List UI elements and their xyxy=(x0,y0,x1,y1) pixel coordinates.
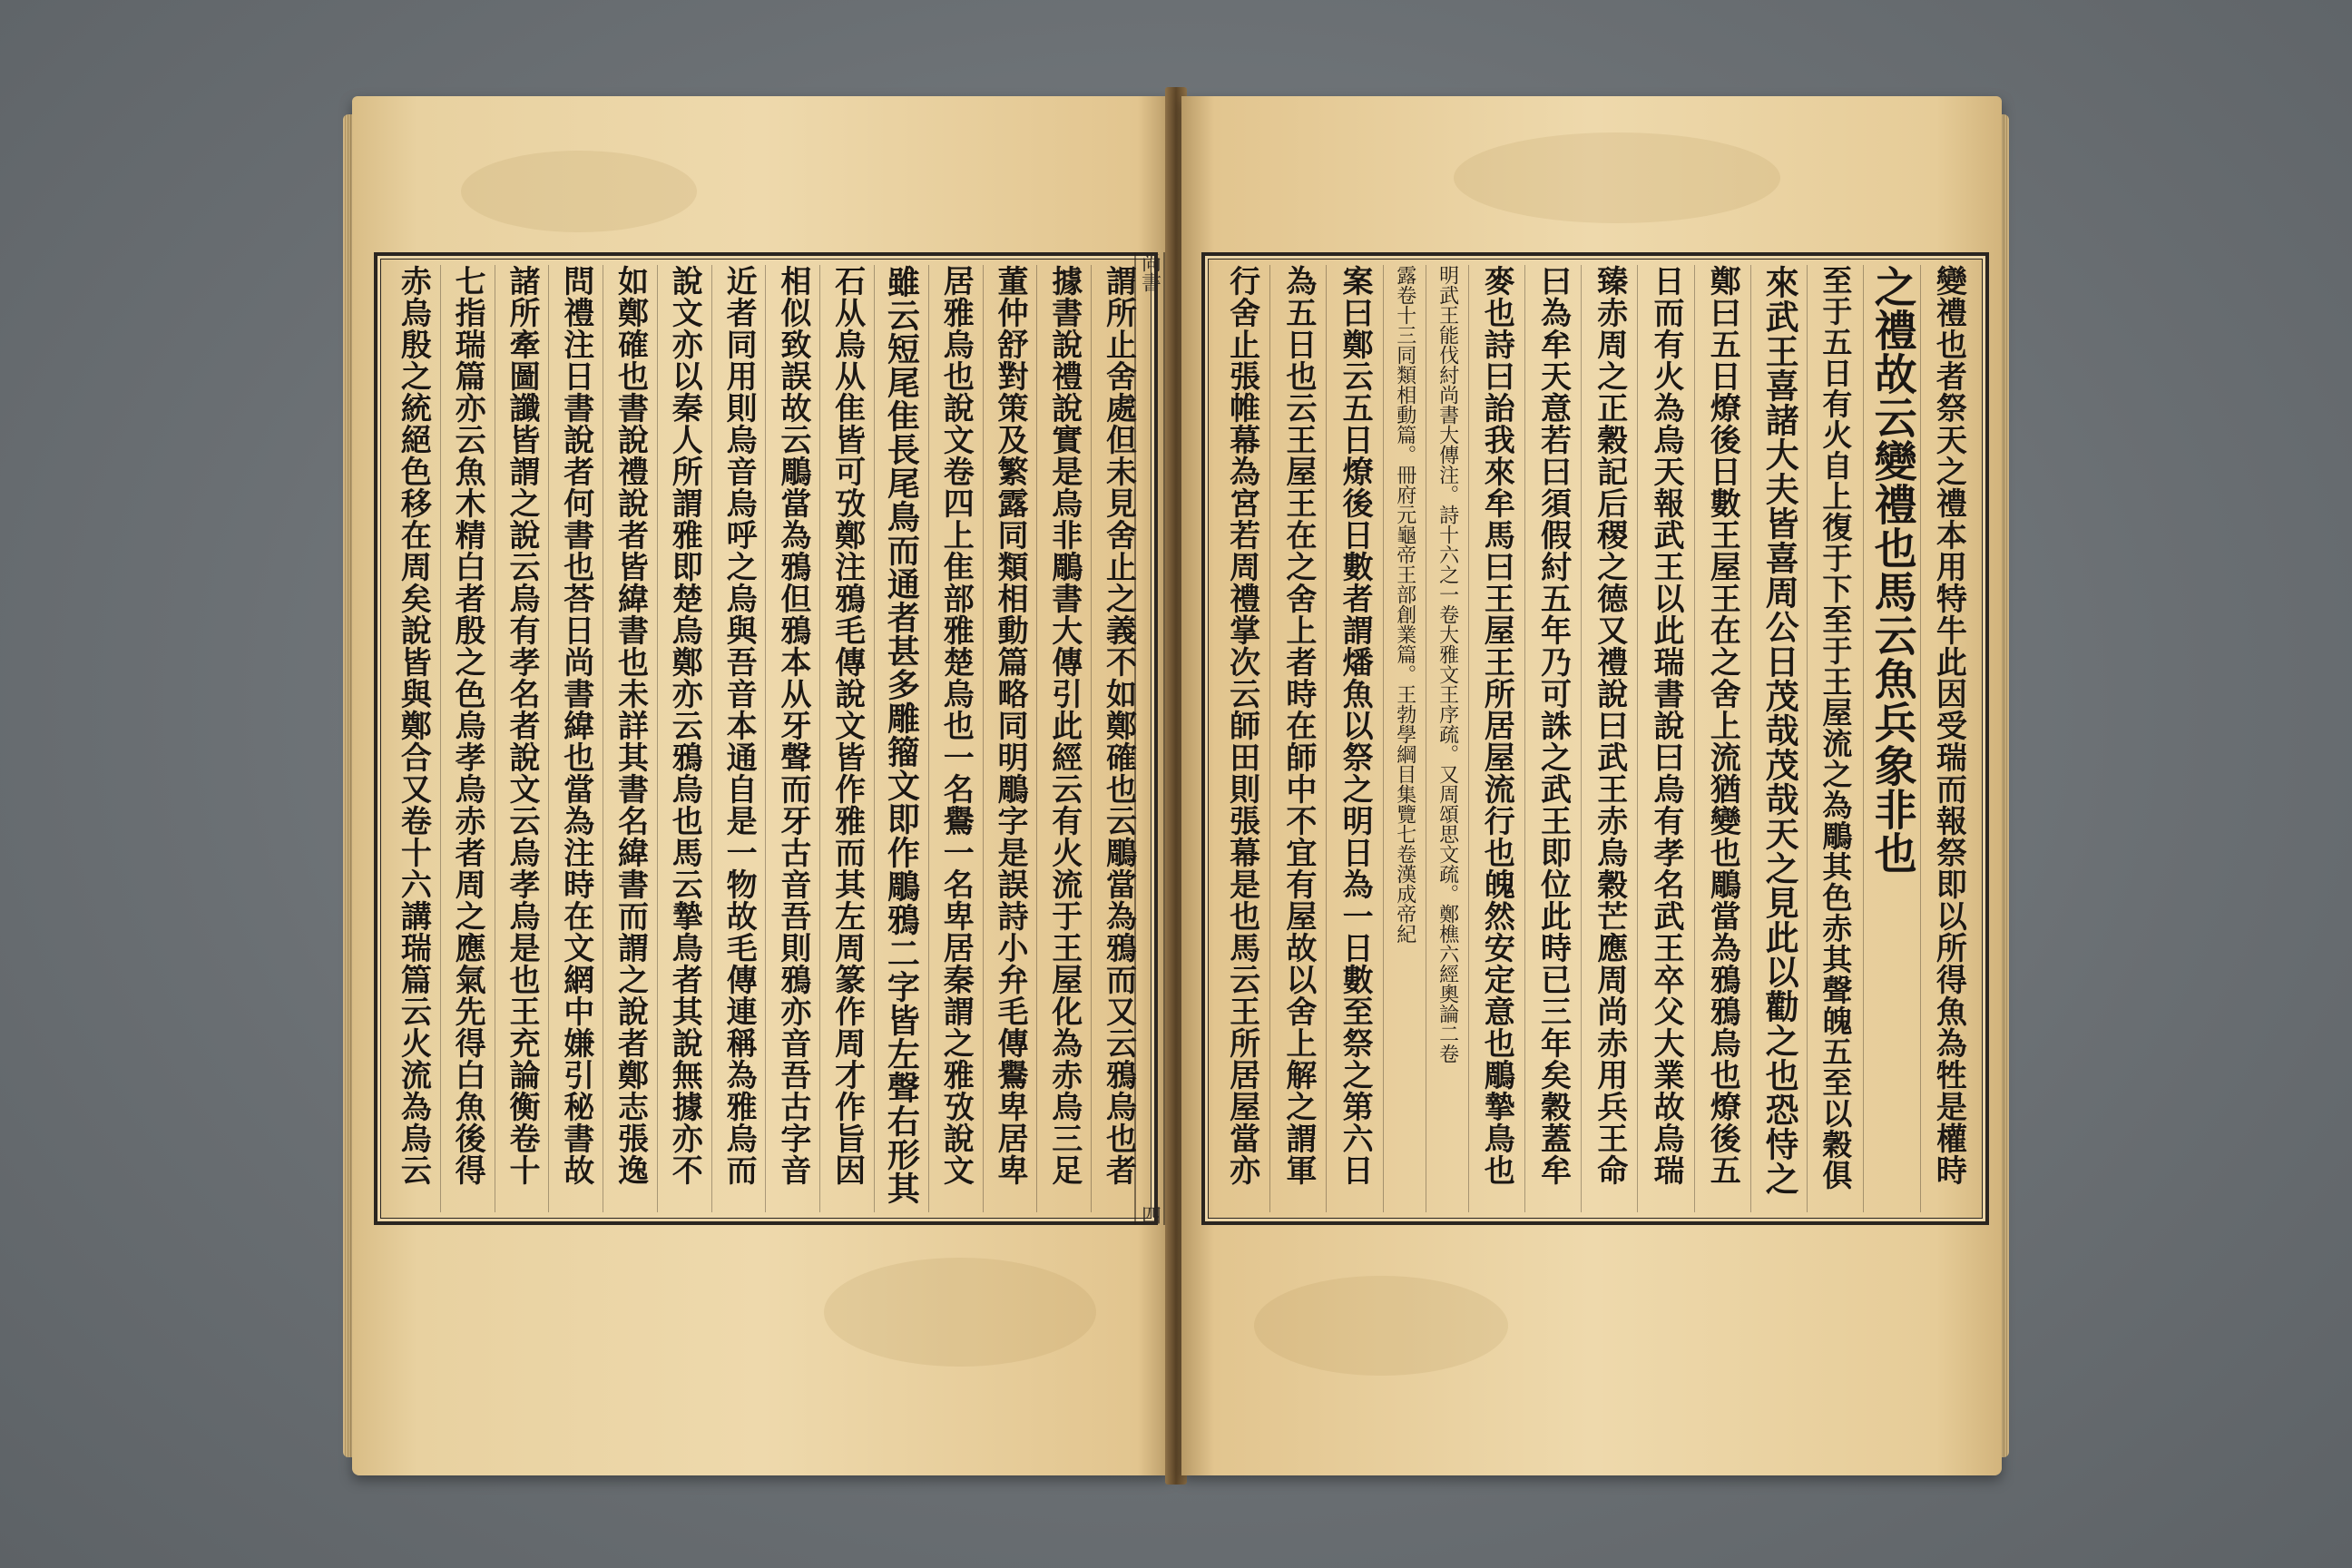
text-column xyxy=(1750,265,1807,1212)
left-page xyxy=(352,96,1171,1475)
column-text: 變禮也者祭天之禮本用特牛此因受瑞而報祭即以所得魚為牲是權時 xyxy=(1930,265,1967,1186)
text-column xyxy=(928,265,983,1212)
column-text: 日而有火為烏天報武王以此瑞書說曰烏有孝名武王卒父大業故烏瑞 xyxy=(1648,265,1685,1186)
open-book xyxy=(352,87,2002,1485)
text-column xyxy=(440,265,495,1212)
text-column xyxy=(1326,265,1382,1212)
column-text: 明武王能伐紂尚書大傳注。詩十六之一卷大雅文王序疏。又周頌思文疏。鄭樵六經奧論二卷 xyxy=(1436,265,1459,1063)
column-text: 相似致誤故云鵰當為鴉但鴉本从牙聲而牙古音吾則鴉亦音吾古字音 xyxy=(774,265,811,1186)
text-column xyxy=(1524,265,1581,1212)
paper-stain xyxy=(461,151,697,232)
text-column xyxy=(1036,265,1091,1212)
column-text: 雖云短尾隹長尾鳥而通者甚多雕籀文即作鵰鴉二字皆左聲右形其 xyxy=(882,265,921,1205)
column-text: 赤烏殷之統絕色移在周矣說皆與鄭合又卷十六講瑞篇云火流為烏云 xyxy=(395,265,432,1186)
text-column xyxy=(495,265,549,1212)
left-text-frame xyxy=(374,252,1158,1225)
column-text: 據書說禮說實是烏非鵰書大傳引此經云有火流于王屋化為赤烏三足 xyxy=(1045,265,1083,1186)
column-text: 如鄭確也書說禮說者皆緯書也未詳其書名緯書而謂之說者鄭志張逸 xyxy=(612,265,649,1186)
column-text: 為五日也云王屋王在之舍上者時在師中不宜有屋故以舍上解之謂軍 xyxy=(1279,265,1317,1186)
column-text: 來武王喜諸大夫皆喜周公日茂哉茂哉天之見此以勸之也恐恃之 xyxy=(1759,265,1800,1196)
text-column xyxy=(819,265,874,1212)
text-column xyxy=(1807,265,1863,1212)
column-text: 七指瑞篇亦云魚木精白者殷之色烏孝烏赤者周之應氣先得白魚後得 xyxy=(449,265,486,1186)
paper-stain xyxy=(1454,132,1780,223)
text-column xyxy=(765,265,819,1212)
column-text: 石从烏从隹皆可攷鄭注鴉毛傳說文皆作雅而其左周篆作周才作旨因 xyxy=(828,265,866,1186)
fold-title: 尚書 xyxy=(1138,252,1161,292)
fold-margin-strip xyxy=(1134,252,1165,1225)
column-text: 問禮注日書說者何書也荅日尚書緯也當為注時在文網中嫌引秘書故 xyxy=(557,265,594,1186)
column-text: 案曰鄭云五日燎後日數者謂燔魚以祭之明日為一日數至祭之第六日 xyxy=(1337,265,1374,1186)
paper-stain xyxy=(1254,1276,1508,1376)
text-column xyxy=(874,265,928,1212)
text-column xyxy=(548,265,603,1212)
column-text: 露卷十三同類相動篇。冊府元龜帝王部創業篇。王勃學綱目集覽七卷漢成帝紀 xyxy=(1393,265,1416,944)
column-text: 曰為牟天意若曰須假紂五年乃可誅之武王即位此時已三年矣穀蓋牟 xyxy=(1534,265,1572,1186)
text-column xyxy=(1468,265,1524,1212)
column-text: 董仲舒對策及繁露同類相動篇略同明鵰字是誤詩小弁毛傳鸒卑居卑 xyxy=(991,265,1028,1186)
column-text: 謂所止舍處但未見舍止之義不如鄭確也云鵰當為鴉而又云鴉烏也者 xyxy=(1100,265,1137,1186)
column-text: 諸所牽圖讖皆謂之說云烏有孝名者說文云烏孝烏是也王充論衡卷十 xyxy=(503,265,540,1186)
text-column xyxy=(657,265,711,1212)
column-text: 行舍止張帷幕為宮若周禮掌次云師田則張幕是也馬云王所居屋當亦 xyxy=(1223,265,1260,1186)
column-text: 近者同用則烏音烏呼之烏與吾音本通自是一物故毛傳連稱為雅烏而 xyxy=(720,265,758,1186)
column-text: 說文亦以秦人所謂雅即楚烏鄭亦云鴉烏也馬云摯鳥者其說無據亦不 xyxy=(666,265,703,1186)
right-page xyxy=(1181,96,2002,1475)
text-column xyxy=(387,265,440,1212)
column-text: 鄭曰五日燎後日數王屋王在之舍上流猶變也鵰當為鴉鴉烏也燎後五 xyxy=(1704,265,1741,1186)
left-text-columns xyxy=(387,265,1145,1212)
right-text-columns xyxy=(1214,265,1976,1212)
text-column xyxy=(711,265,766,1212)
text-column xyxy=(1920,265,1976,1212)
text-column xyxy=(1581,265,1637,1212)
right-text-frame xyxy=(1201,252,1989,1225)
column-text: 居雅烏也說文卷四上隹部雅楚烏也一名鸒一名卑居秦謂之雅攷說文 xyxy=(937,265,975,1186)
column-text: 麥也詩曰詒我來牟馬曰王屋王所居屋流行也魄然安定意也鵰摯鳥也 xyxy=(1478,265,1515,1186)
column-text: 臻赤周之正穀記后稷之德又禮說曰武王赤烏穀芒應周尚赤用兵王命 xyxy=(1591,265,1628,1186)
text-column xyxy=(1863,265,1919,1212)
paper-stain xyxy=(824,1258,1096,1367)
text-column xyxy=(983,265,1037,1212)
column-text: 之禮故云變禮也馬云魚兵象非也 xyxy=(1867,265,1917,875)
column-text: 至于五日有火自上復于下至于王屋流之為鵰其色赤其聲魄五至以穀俱 xyxy=(1818,265,1854,1191)
text-column xyxy=(1694,265,1750,1212)
folio-number: 四 xyxy=(1138,1205,1161,1225)
annotation-column xyxy=(1383,265,1426,1212)
annotation-column xyxy=(1426,265,1468,1212)
text-column xyxy=(1214,265,1269,1212)
text-column xyxy=(1269,265,1326,1212)
text-column xyxy=(603,265,657,1212)
text-column xyxy=(1637,265,1693,1212)
